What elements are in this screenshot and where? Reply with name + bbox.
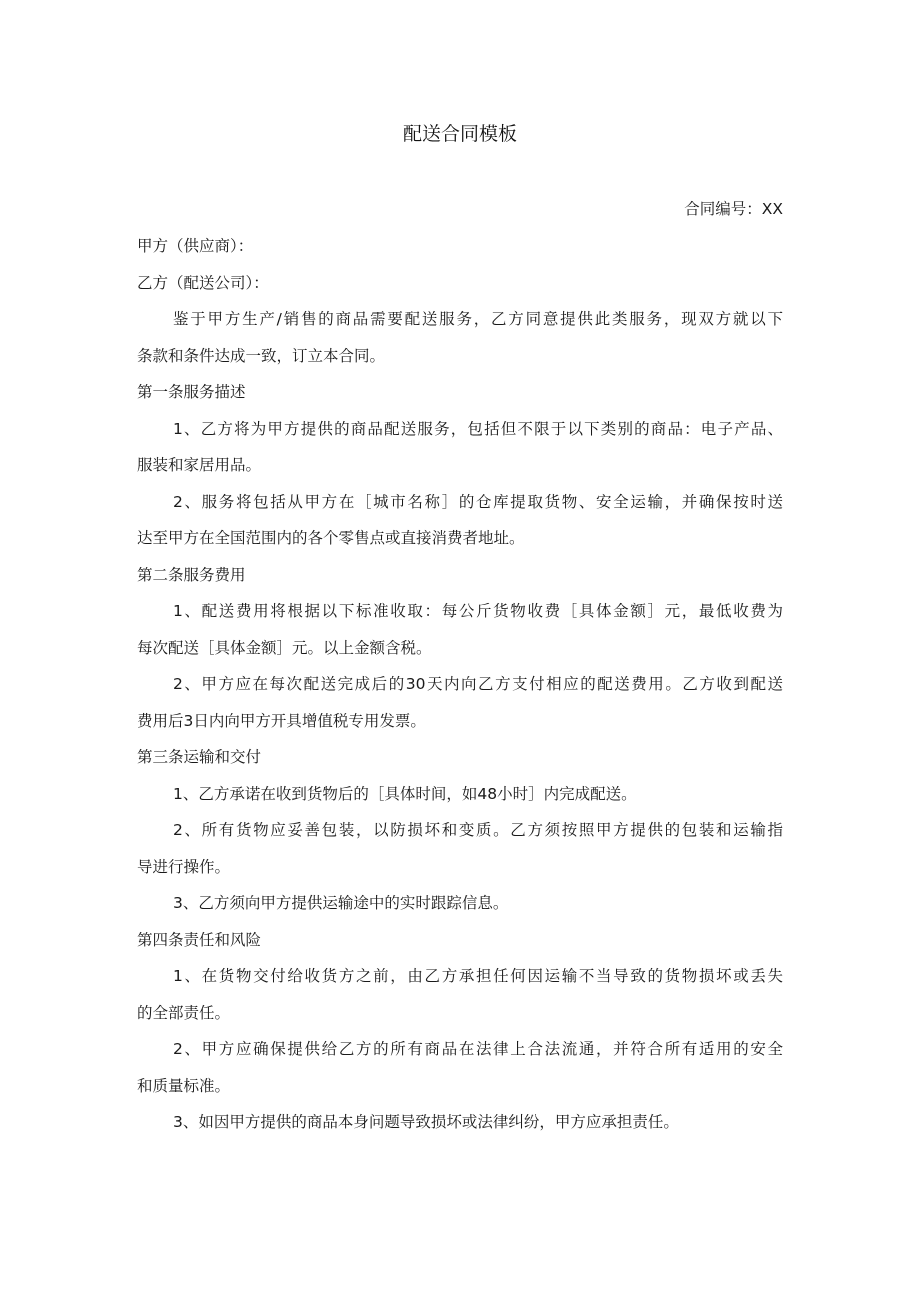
article4-item3: 3、如因甲方提供的商品本身问题导致损坏或法律纠纷，甲方应承担责任。 xyxy=(173,1113,679,1131)
document-title: 配送合同模板 xyxy=(402,123,517,145)
article1-item1-line-2: 服装和家居用品。 xyxy=(137,456,262,474)
article3-item2-line-2: 导进行操作。 xyxy=(137,857,231,876)
article2-item2-line-2: 费用后3日内向甲方开具增值税专用发票。 xyxy=(137,711,426,730)
article4-item1-line-2: 的全部责任。 xyxy=(137,1003,231,1022)
article3-item2-line-1: 2、所有货物应妥善包装，以防损坏和变质。乙方须按照甲方提供的包装和运输指 xyxy=(173,821,783,839)
document-body xyxy=(137,228,783,1141)
article2-item1-line-1: 1、配送费用将根据以下标准收取：每公斤货物收费［具体金额］元，最低收费为 xyxy=(173,602,783,620)
article4-item2-line-1: 2、甲方应确保提供给乙方的所有商品在法律上合法流通，并符合所有适用的安全 xyxy=(173,1040,783,1058)
party-a-line: 甲方（供应商）： xyxy=(137,237,254,255)
article2-item1-line-2: 每次配送［具体金额］元。以上金额含税。 xyxy=(137,638,432,657)
article1-item1-line-1: 1、乙方将为甲方提供的商品配送服务，包括但不限于以下类别的商品：电子产品、 xyxy=(173,419,783,438)
article1-item2-line-2: 达至甲方在全国范围内的各个零售点或直接消费者地址。 xyxy=(137,529,525,547)
article4-item1-line-1: 1、在货物交付给收货方之前，由乙方承担任何因运输不当导致的货物损坏或丢失 xyxy=(173,967,783,985)
party-b-line: 乙方（配送公司）： xyxy=(137,273,269,292)
article4-item2-line-2: 和质量标准。 xyxy=(137,1076,231,1095)
article3-heading: 第三条运输和交付 xyxy=(137,748,262,766)
article3-item1: 1、乙方承诺在收到货物后的［具体时间，如48小时］内完成配送。 xyxy=(173,784,637,803)
contract-number: 合同编号：XX xyxy=(684,200,783,218)
article3-item3: 3、乙方须向甲方提供运输途中的实时跟踪信息。 xyxy=(173,894,509,912)
article4-heading: 第四条责任和风险 xyxy=(137,930,262,949)
article1-item2-line-1: 2、服务将包括从甲方在［城市名称］的仓库提取货物、安全运输，并确保按时送 xyxy=(173,492,783,511)
article1-heading: 第一条服务描述 xyxy=(137,383,246,401)
preamble-line-1: 鉴于甲方生产/销售的商品需要配送服务，乙方同意提供此类服务，现双方就以下 xyxy=(173,310,783,328)
article2-heading: 第二条服务费用 xyxy=(137,565,246,584)
preamble-line-2: 条款和条件达成一致，订立本合同。 xyxy=(137,346,386,365)
article2-item2-line-1: 2、甲方应在每次配送完成后的30天内向乙方支付相应的配送费用。乙方收到配送 xyxy=(173,675,783,693)
